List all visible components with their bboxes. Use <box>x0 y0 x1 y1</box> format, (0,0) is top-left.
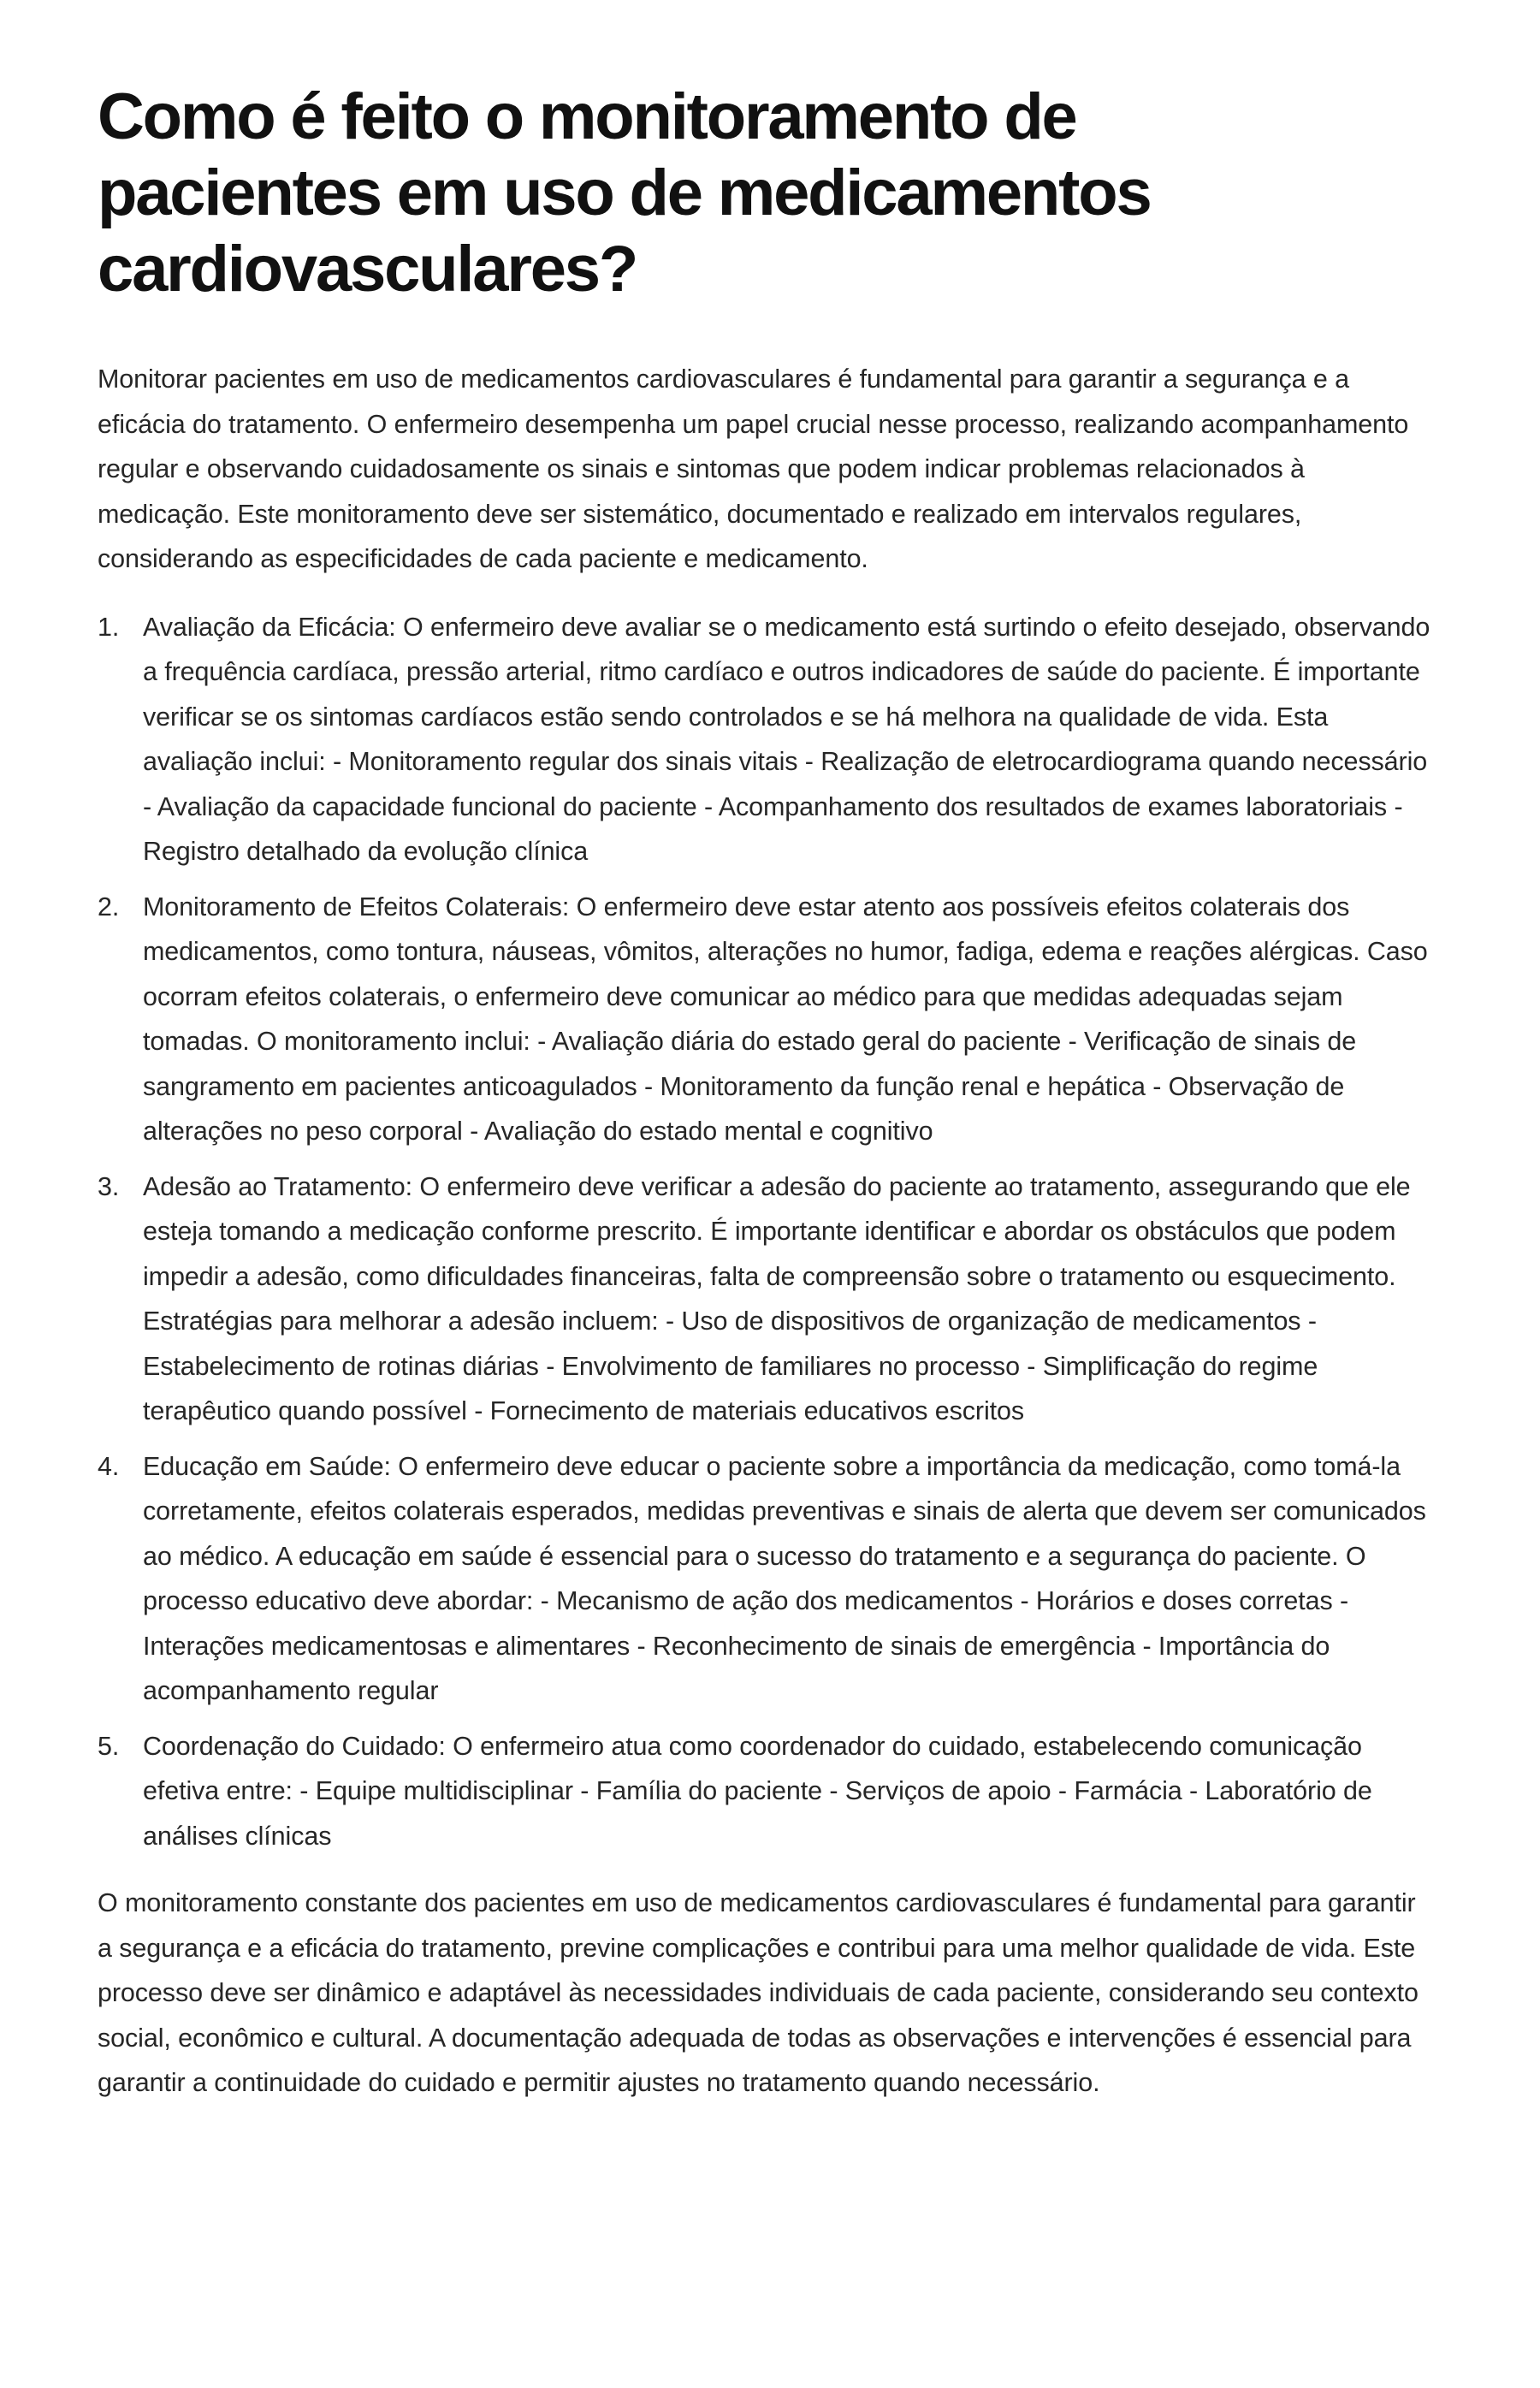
list-item <box>98 1164 1432 1434</box>
list-item-text: Adesão ao Tratamento: O enfermeiro deve verificar a adesão do paciente ao tratamento, assegurando que ele esteja tomando a medicação conforme prescrito. É importante identificar e abordar os obstáculos que podem impedir a adesão, como dificuldades financeiras, falta de compreensão sobre o tratamento ou esquecimento. Estratégias para melhorar a adesão incluem: - Uso de dispositivos de organização de medicamentos - Estabelecimento de rotinas diárias - Envolvimento de familiares no processo - Simplificação do regime terapêutico quando possível - Fornecimento de materiais educativos escritos <box>143 1171 1411 1425</box>
list-item-text: Coordenação do Cuidado: O enfermeiro atua como coordenador do cuidado, estabelecendo comunicação efetiva entre: - Equipe multidisciplinar - Família do paciente - Serviços de apoio - Farmácia - Laboratório de análises clínicas <box>143 1731 1372 1851</box>
list-item-text: Educação em Saúde: O enfermeiro deve educar o paciente sobre a importância da medicação, como tomá-la corretamente, efeitos colaterais esperados, medidas preventivas e sinais de alerta que devem ser comunicados ao médico. A educação em saúde é essencial para o sucesso do tratamento e a segurança do paciente. O processo educativo deve abordar: - Mecanismo de ação dos medicamentos - Horários e doses corretas - Interações medicamentosas e alimentares - Reconhecimento de sinais de emergência - Importância do acompanhamento regular <box>143 1451 1426 1705</box>
list-item <box>98 605 1432 874</box>
list-item-number: 5. <box>98 1731 120 1761</box>
list-item <box>98 885 1432 1154</box>
list-item-number: 2. <box>98 892 120 921</box>
list-item-text: Monitoramento de Efeitos Colaterais: O enfermeiro deve estar atento aos possíveis efeitos colaterais dos medicamentos, como tontura, náuseas, vômitos, alterações no humor, fadiga, edema e reações alérgicas. Caso ocorram efeitos colaterais, o enfermeiro deve comunicar ao médico para que medidas adequadas sejam tomadas. O monitoramento inclui: - Avaliação diária do estado geral do paciente - Verificação de sinais de sangramento em pacientes anticoagulados - Monitoramento da função renal e hepática - Observação de alterações no peso corporal - Avaliação do estado mental e cognitivo <box>143 892 1428 1146</box>
document-page <box>98 79 1432 2106</box>
list-item-number: 3. <box>98 1171 120 1201</box>
intro-paragraph: Monitorar pacientes em uso de medicamentos cardiovasculares é fundamental para garantir a segurança e a eficácia do tratamento. O enfermeiro desempenha um papel crucial nesse processo, realizando acompanhamento regular e observando cuidadosamente os sinais e sintomas que podem indicar problemas relacionados à medicação. Este monitoramento deve ser sistemático, documentado e realizado em intervalos regulares, considerando as especificidades de cada paciente e medicamento. <box>98 364 1409 573</box>
list-item <box>98 1444 1432 1714</box>
page-title: Como é feito o monitoramento de pacientes em uso de medicamentos cardiovasculares? <box>98 80 1151 305</box>
numbered-list <box>98 605 1432 1859</box>
list-item-text: Avaliação da Eficácia: O enfermeiro deve avaliar se o medicamento está surtindo o efeito desejado, observando a frequência cardíaca, pressão arterial, ritmo cardíaco e outros indicadores de saúde do paciente. É importante verificar se os sintomas cardíacos estão sendo controlados e se há melhora na qualidade de vida. Esta avaliação inclui: - Monitoramento regular dos sinais vitais - Realização de eletrocardiograma quando necessário - Avaliação da capacidade funcional do paciente - Acompanhamento dos resultados de exames laboratoriais - Registro detalhado da evolução clínica <box>143 612 1430 866</box>
closing-paragraph: O monitoramento constante dos pacientes em uso de medicamentos cardiovasculares é fundamental para garantir a segurança e a eficácia do tratamento, previne complicações e contribui para uma melhor qualidade de vida. Este processo deve ser dinâmico e adaptável às necessidades individuais de cada paciente, considerando seu contexto social, econômico e cultural. A documentação adequada de todas as observações e intervenções é essencial para garantir a continuidade do cuidado e permitir ajustes no tratamento quando necessário. <box>98 1888 1419 2097</box>
list-item-number: 4. <box>98 1451 120 1481</box>
list-item <box>98 1724 1432 1859</box>
list-item-number: 1. <box>98 612 120 642</box>
